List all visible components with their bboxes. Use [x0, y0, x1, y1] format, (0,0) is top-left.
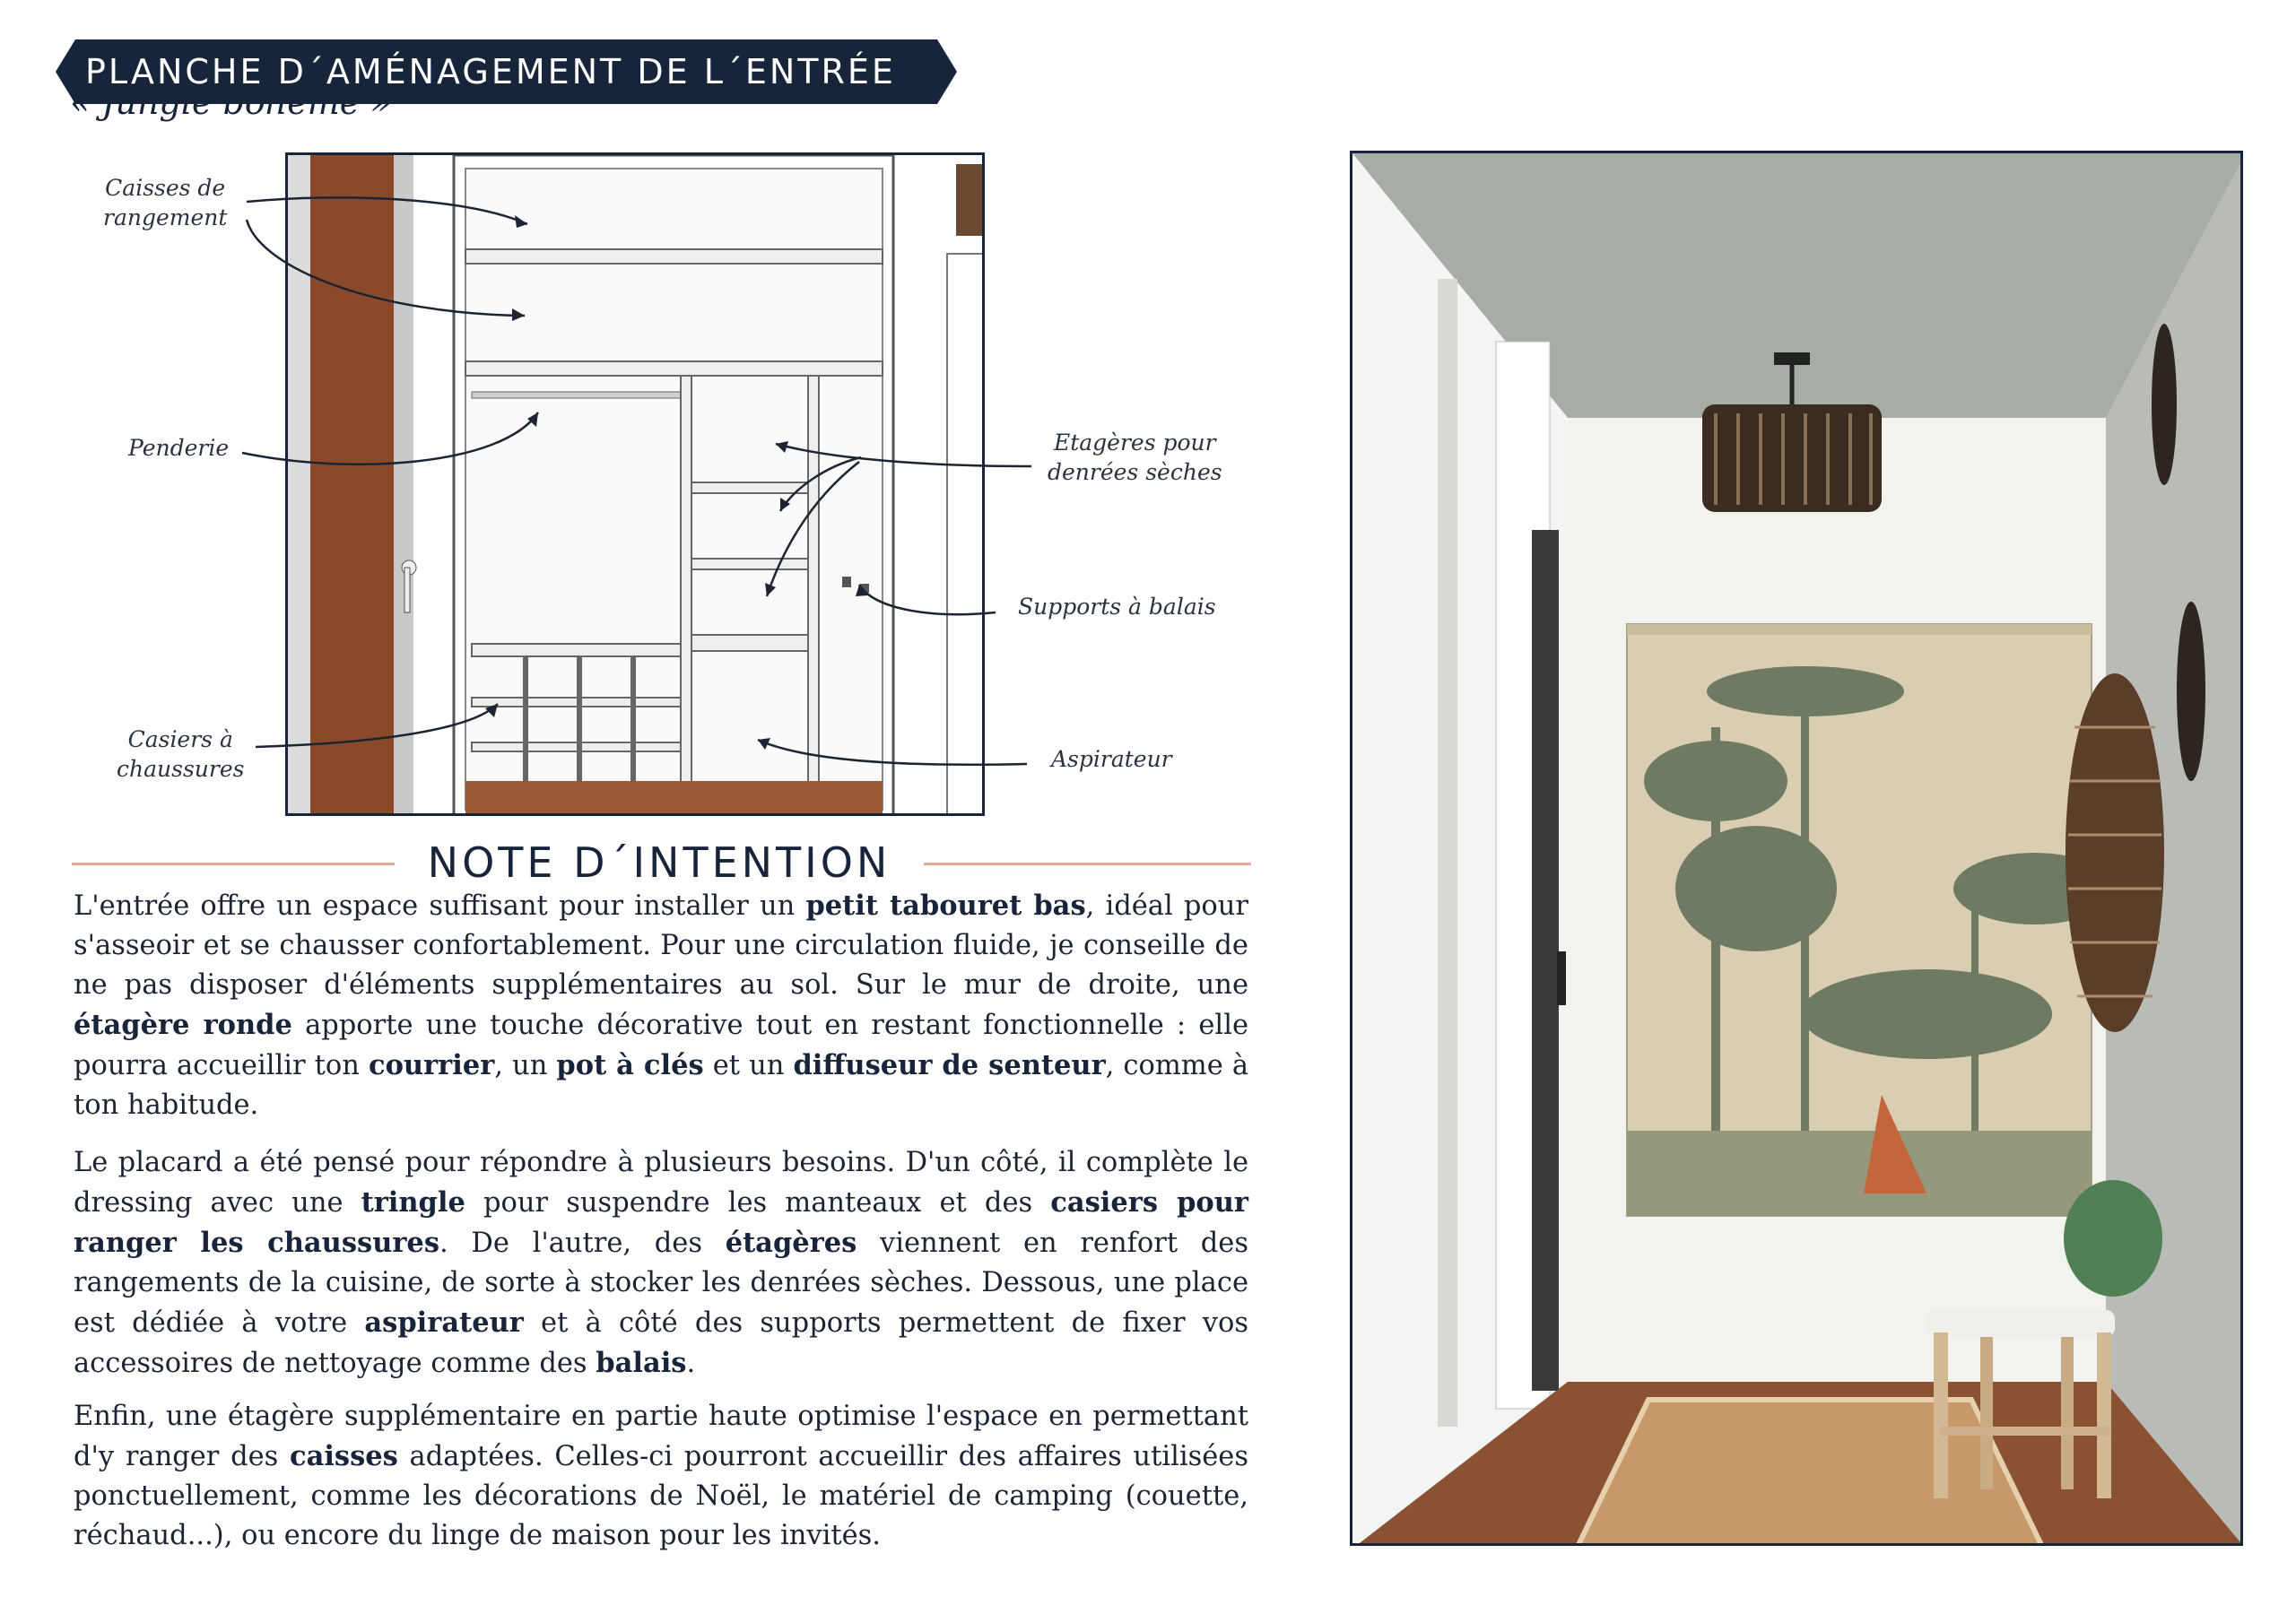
annotation-aspirateur: Aspirateur — [1051, 746, 1172, 772]
annotation-etageres — [1048, 428, 1222, 487]
intention-paragraph-1 — [74, 886, 1248, 1125]
annotation-caisses-line1: Caisses de — [105, 175, 226, 201]
paragraph-text: , comme à ton habitude. — [74, 1050, 1248, 1121]
emphasis-text: petit tabouret bas — [805, 890, 1086, 922]
emphasis-text: diffuseur de senteur — [793, 1049, 1106, 1081]
annotation-supports: Supports à balais — [1018, 594, 1216, 620]
annotation-penderie: Penderie — [128, 435, 230, 461]
section-rule-left — [72, 863, 395, 865]
emphasis-text: balais — [596, 1347, 687, 1379]
paragraph-text: . De l'autre, des — [439, 1228, 726, 1259]
paragraph-text: adaptées. Celles-ci pourront accueillir des affaires utilisées ponctuellement, comme les décorations de Noël, le matériel de camping (couette, réchaud...), ou encore du linge de maison pour les invités. — [74, 1441, 1248, 1551]
paragraph-text: et à côté des supports permettent de fixer vos accessoires de nettoyage comme des — [74, 1307, 1248, 1379]
hallway-rendering — [1350, 151, 2243, 1546]
closet-plan-drawing — [285, 152, 985, 816]
intention-paragraph-2 — [74, 1143, 1248, 1384]
page-subtitle: « Jungle bohème » — [70, 82, 392, 122]
section-rule-right — [924, 863, 1251, 865]
paragraph-text: , un — [494, 1050, 557, 1081]
emphasis-text: tringle — [361, 1186, 465, 1219]
annotation-caisses — [103, 173, 227, 232]
emphasis-text: étagères — [725, 1227, 857, 1259]
paragraph-text: apporte une touche décorative tout en restant fonctionnelle : elle pourra accueillir ton — [74, 1010, 1248, 1081]
paragraph-text: viennent en renfort des rangements de la cuisine, de sorte à stocker les denrées sèches. Dessous, une place est dédiée à votre — [74, 1228, 1248, 1339]
emphasis-text: caisses — [290, 1440, 398, 1472]
paragraph-text: . — [686, 1348, 696, 1379]
emphasis-text: aspirateur — [364, 1306, 524, 1339]
section-title: NOTE D´INTENTION — [427, 838, 891, 887]
emphasis-text: courrier — [369, 1049, 495, 1081]
annotation-casiers — [117, 725, 244, 784]
paragraph-text: L'entrée offre un espace suffisant pour installer un — [74, 890, 806, 922]
paragraph-text: , idéal pour s'asseoir et se chausser confortablement. Pour une circulation fluide, je conseille de ne pas disposer d'éléments supplémentaires au sol. Sur le mur de droite, une — [74, 890, 1248, 1001]
emphasis-text: pot à clés — [556, 1049, 704, 1081]
paragraph-text: pour suspendre les manteaux et des — [465, 1187, 1051, 1219]
emphasis-text: casiers pour ranger les chaussures — [74, 1186, 1248, 1259]
annotation-caisses-line2: rangement — [103, 204, 228, 230]
annotation-etageres-line1: Etagères pour — [1053, 430, 1216, 456]
paragraph-text: Le placard a été pensé pour répondre à plusieurs besoins. D'un côté, il complète le dressing avec une — [74, 1147, 1248, 1219]
page-title: PLANCHE D´AMÉNAGEMENT DE L´ENTRÉE — [85, 52, 896, 91]
paragraph-text: Enfin, une étagère supplémentaire en partie haute optimise l'espace en permettant d'y ranger des — [74, 1401, 1248, 1472]
annotation-casiers-line1: Casiers à — [127, 726, 233, 752]
intention-paragraph-3 — [74, 1397, 1248, 1556]
emphasis-text: étagère ronde — [74, 1009, 292, 1041]
paragraph-text: et un — [703, 1050, 794, 1081]
annotation-etageres-line2: denrées sèches — [1048, 459, 1222, 485]
annotation-casiers-line2: chaussures — [117, 756, 245, 782]
